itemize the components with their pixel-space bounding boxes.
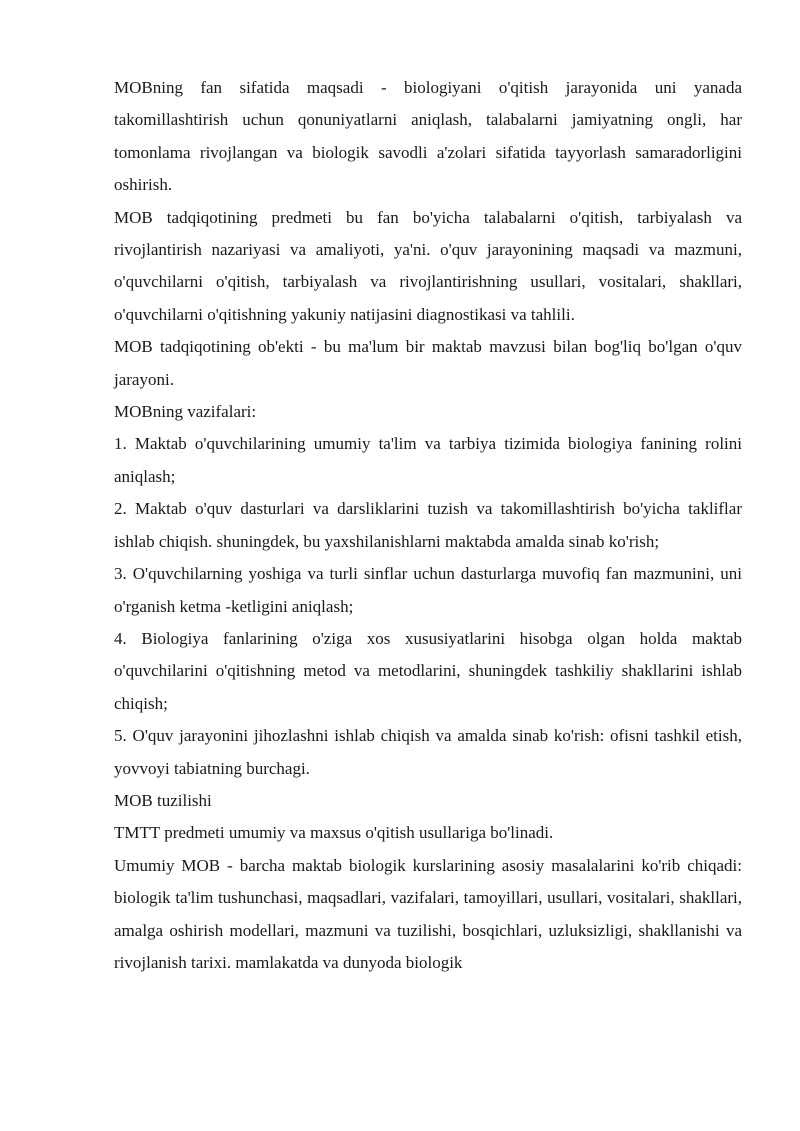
paragraph-mob-object: MOB tadqiqotining ob'ekti - bu ma'lum bir maktab mavzusi bilan bog'liq bo'lgan o'quv jarayoni. [114,337,742,389]
paragraph-structure-heading: MOB tuzilishi [114,790,212,810]
list-item-task-5: 5. O'quv jarayonini jihozlashni ishlab chiqish va amalda sinab ko'rish: ofisni tashkil etish, yovvoyi tabiatning burchagi. [114,726,742,778]
list-item-task-4: 4. Biologiya fanlarining o'ziga xos xususiyatlarini hisobga olgan holda maktab o'quvchilarini o'qitishning metod va metodlarini, shuningdek tashkiliy shakllarini ishlab chiqish; [114,628,742,713]
paragraph-mob-subject: MOB tadqiqotining predmeti bu fan bo'yicha talabalarni o'qitish, tarbiyalash va rivojlantirish nazariyasi va amaliyoti, ya'ni. o'quv jarayonining maqsadi va mazmuni, o'quvchilarni o'qitish, tarbiyalash va rivojlantirishning usullari, vositalari, shakllari, o'quvchilarni o'qitishning yakuniy natijasini diagnostikasi va tahlili. [114,207,742,324]
list-item-task-3: 3. O'quvchilarning yoshiga va turli sinflar uchun dasturlarga muvofiq fan mazmunini, uni o'rganish ketma -ketligini aniqlash; [114,564,742,616]
paragraph-tasks-heading: MOBning vazifalari: [114,402,257,422]
list-item-task-2: 2. Maktab o'quv dasturlari va darsliklarini tuzish va takomillashtirish bo'yicha takliflar ishlab chiqish. shuningdek, bu yaxshilanishlarni maktabda amalda sinab ko'rish; [114,499,742,551]
list-item-task-1: 1. Maktab o'quvchilarining umumiy ta'lim va tarbiya tizimida biologiya fanining rolini aniqlash; [114,434,742,486]
paragraph-tmtt-subject: TMTT predmeti umumiy va maxsus o'qitish usullariga bo'linadi. [114,823,554,843]
paragraph-general-mob: Umumiy MOB - barcha maktab biologik kurslarining asosiy masalalarini ko'rib chiqadi: biologik ta'lim tushunchasi, maqsadlari, vazifalari, tamoyillari, usullari, vositalari, shakllari, amalga oshirish modellari, mazmuni va tuzilishi, bosqichlari, uzluksizligi, shakllanishi va rivojlanish tarixi. mamlakatda va dunyoda biologik [114,855,742,972]
paragraph-mob-goal: MOBning fan sifatida maqsadi - biologiyani o'qitish jarayonida uni yanada takomillashtirish uchun qonuniyatlarni aniqlash, talabalarni jamiyatning ongli, har tomonlama rivojlangan va biologik savodli a'zolari sifatida tayyorlash samaradorligini oshirish. [114,78,742,195]
document-page [114,72,742,979]
